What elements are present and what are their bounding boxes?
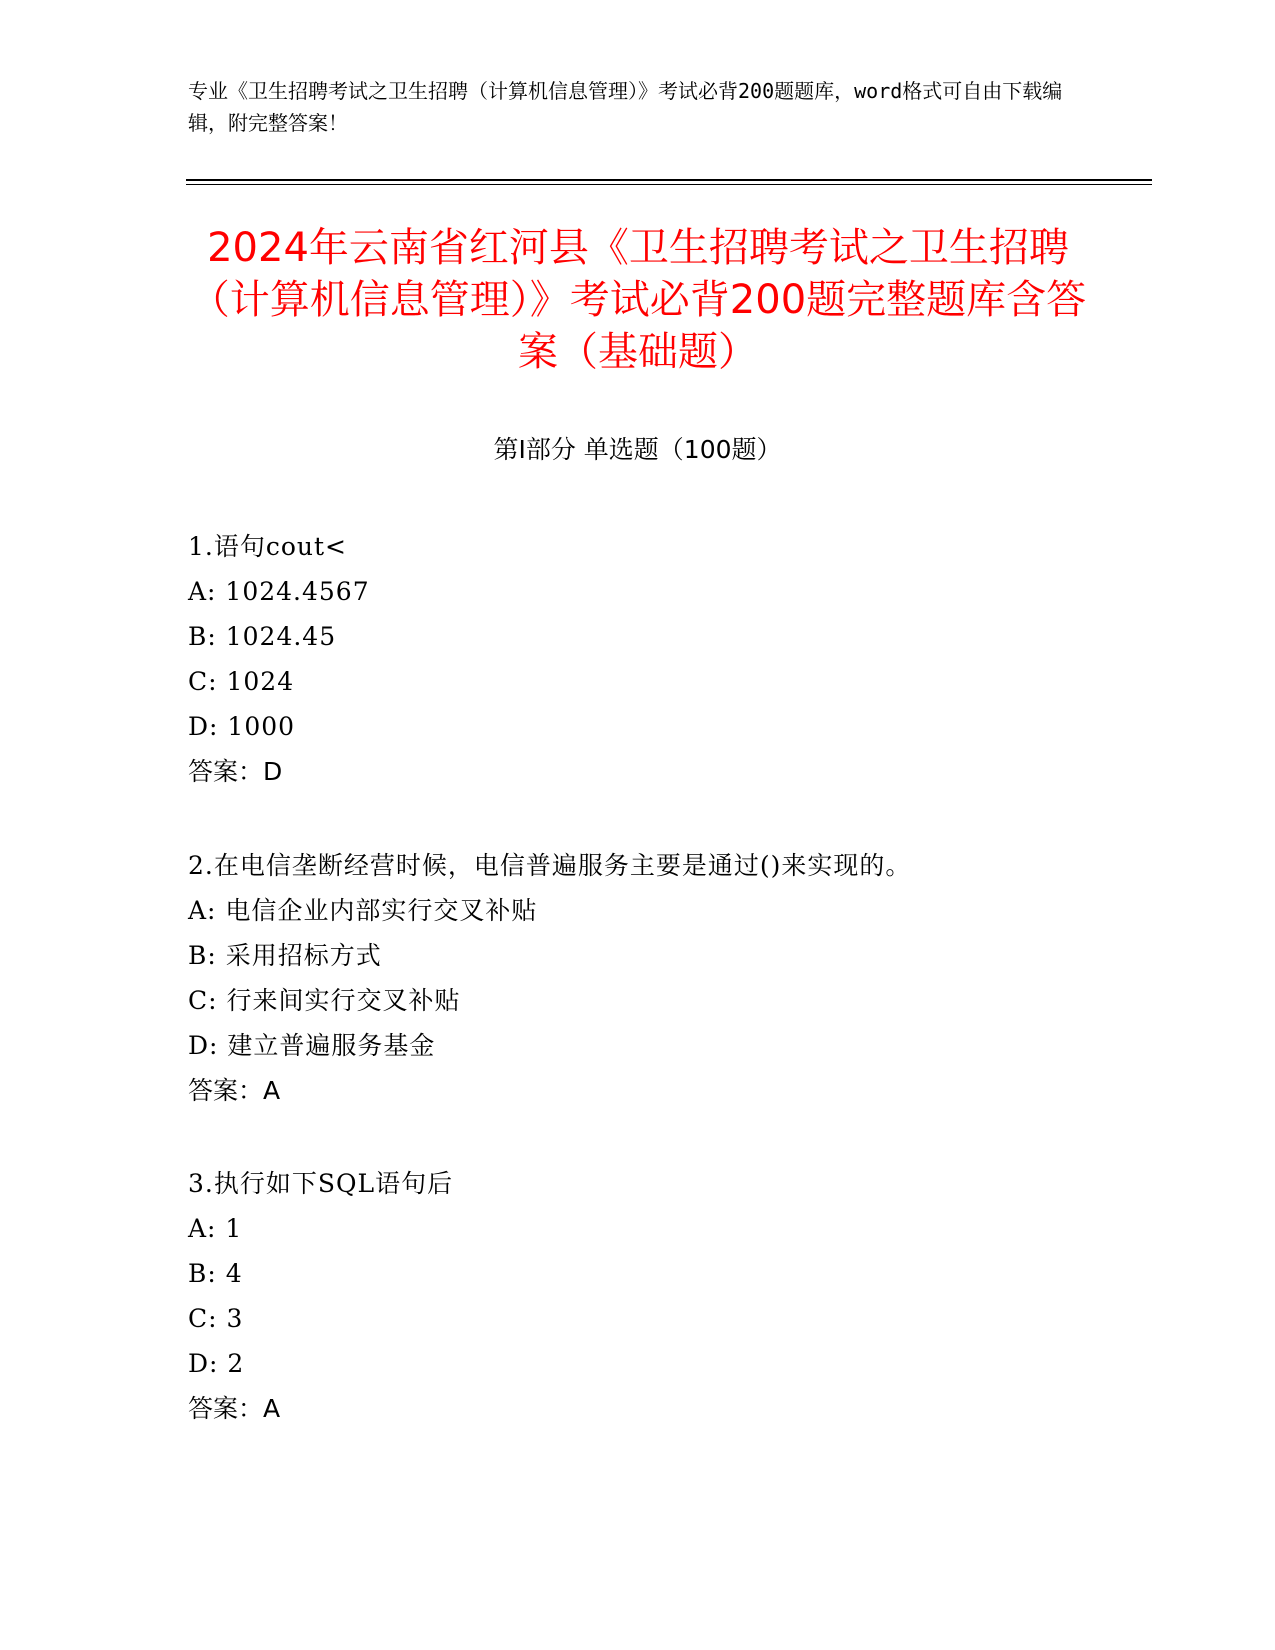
document-title: 2024年云南省红河县《卫生招聘考试之卫生招聘（计算机信息管理）》考试必背200题完整题库含答案（基础题） [189,225,1087,375]
question-block [188,1161,1108,1431]
option-a: A: 1024.4567 [188,577,370,606]
option-d: D: 建立普遍服务基金 [188,1031,436,1060]
answer-line: 答案：D [188,757,283,786]
option-c: C: 行来间实行交叉补贴 [188,986,461,1015]
option-b: B: 1024.45 [188,622,337,651]
header-rule-thin [186,184,1152,185]
option-a: A: 电信企业内部实行交叉补贴 [188,896,538,925]
header-rule-thick [186,179,1152,181]
question-block [188,843,1108,1113]
question-stem: 3.执行如下SQL语句后 [188,1169,454,1198]
header-note: 专业《卫生招聘考试之卫生招聘（计算机信息管理）》考试必背200题题库，word格式可自由下载编辑，附完整答案！ [188,79,1063,135]
section-title: 第Ⅰ部分 单选题（100题） [493,435,782,464]
option-d: D: 1000 [188,712,296,741]
option-c: C: 3 [188,1304,244,1333]
option-b: B: 采用招标方式 [188,941,382,970]
option-a: A: 1 [188,1214,243,1243]
option-d: D: 2 [188,1349,245,1378]
question-block [188,524,1108,794]
option-b: B: 4 [188,1259,243,1288]
question-stem: 1.语句cout< [188,532,348,561]
answer-line: 答案：A [188,1394,281,1423]
answer-line: 答案：A [188,1076,281,1105]
option-c: C: 1024 [188,667,295,696]
question-stem: 2.在电信垄断经营时候，电信普遍服务主要是通过()来实现的。 [188,851,912,880]
